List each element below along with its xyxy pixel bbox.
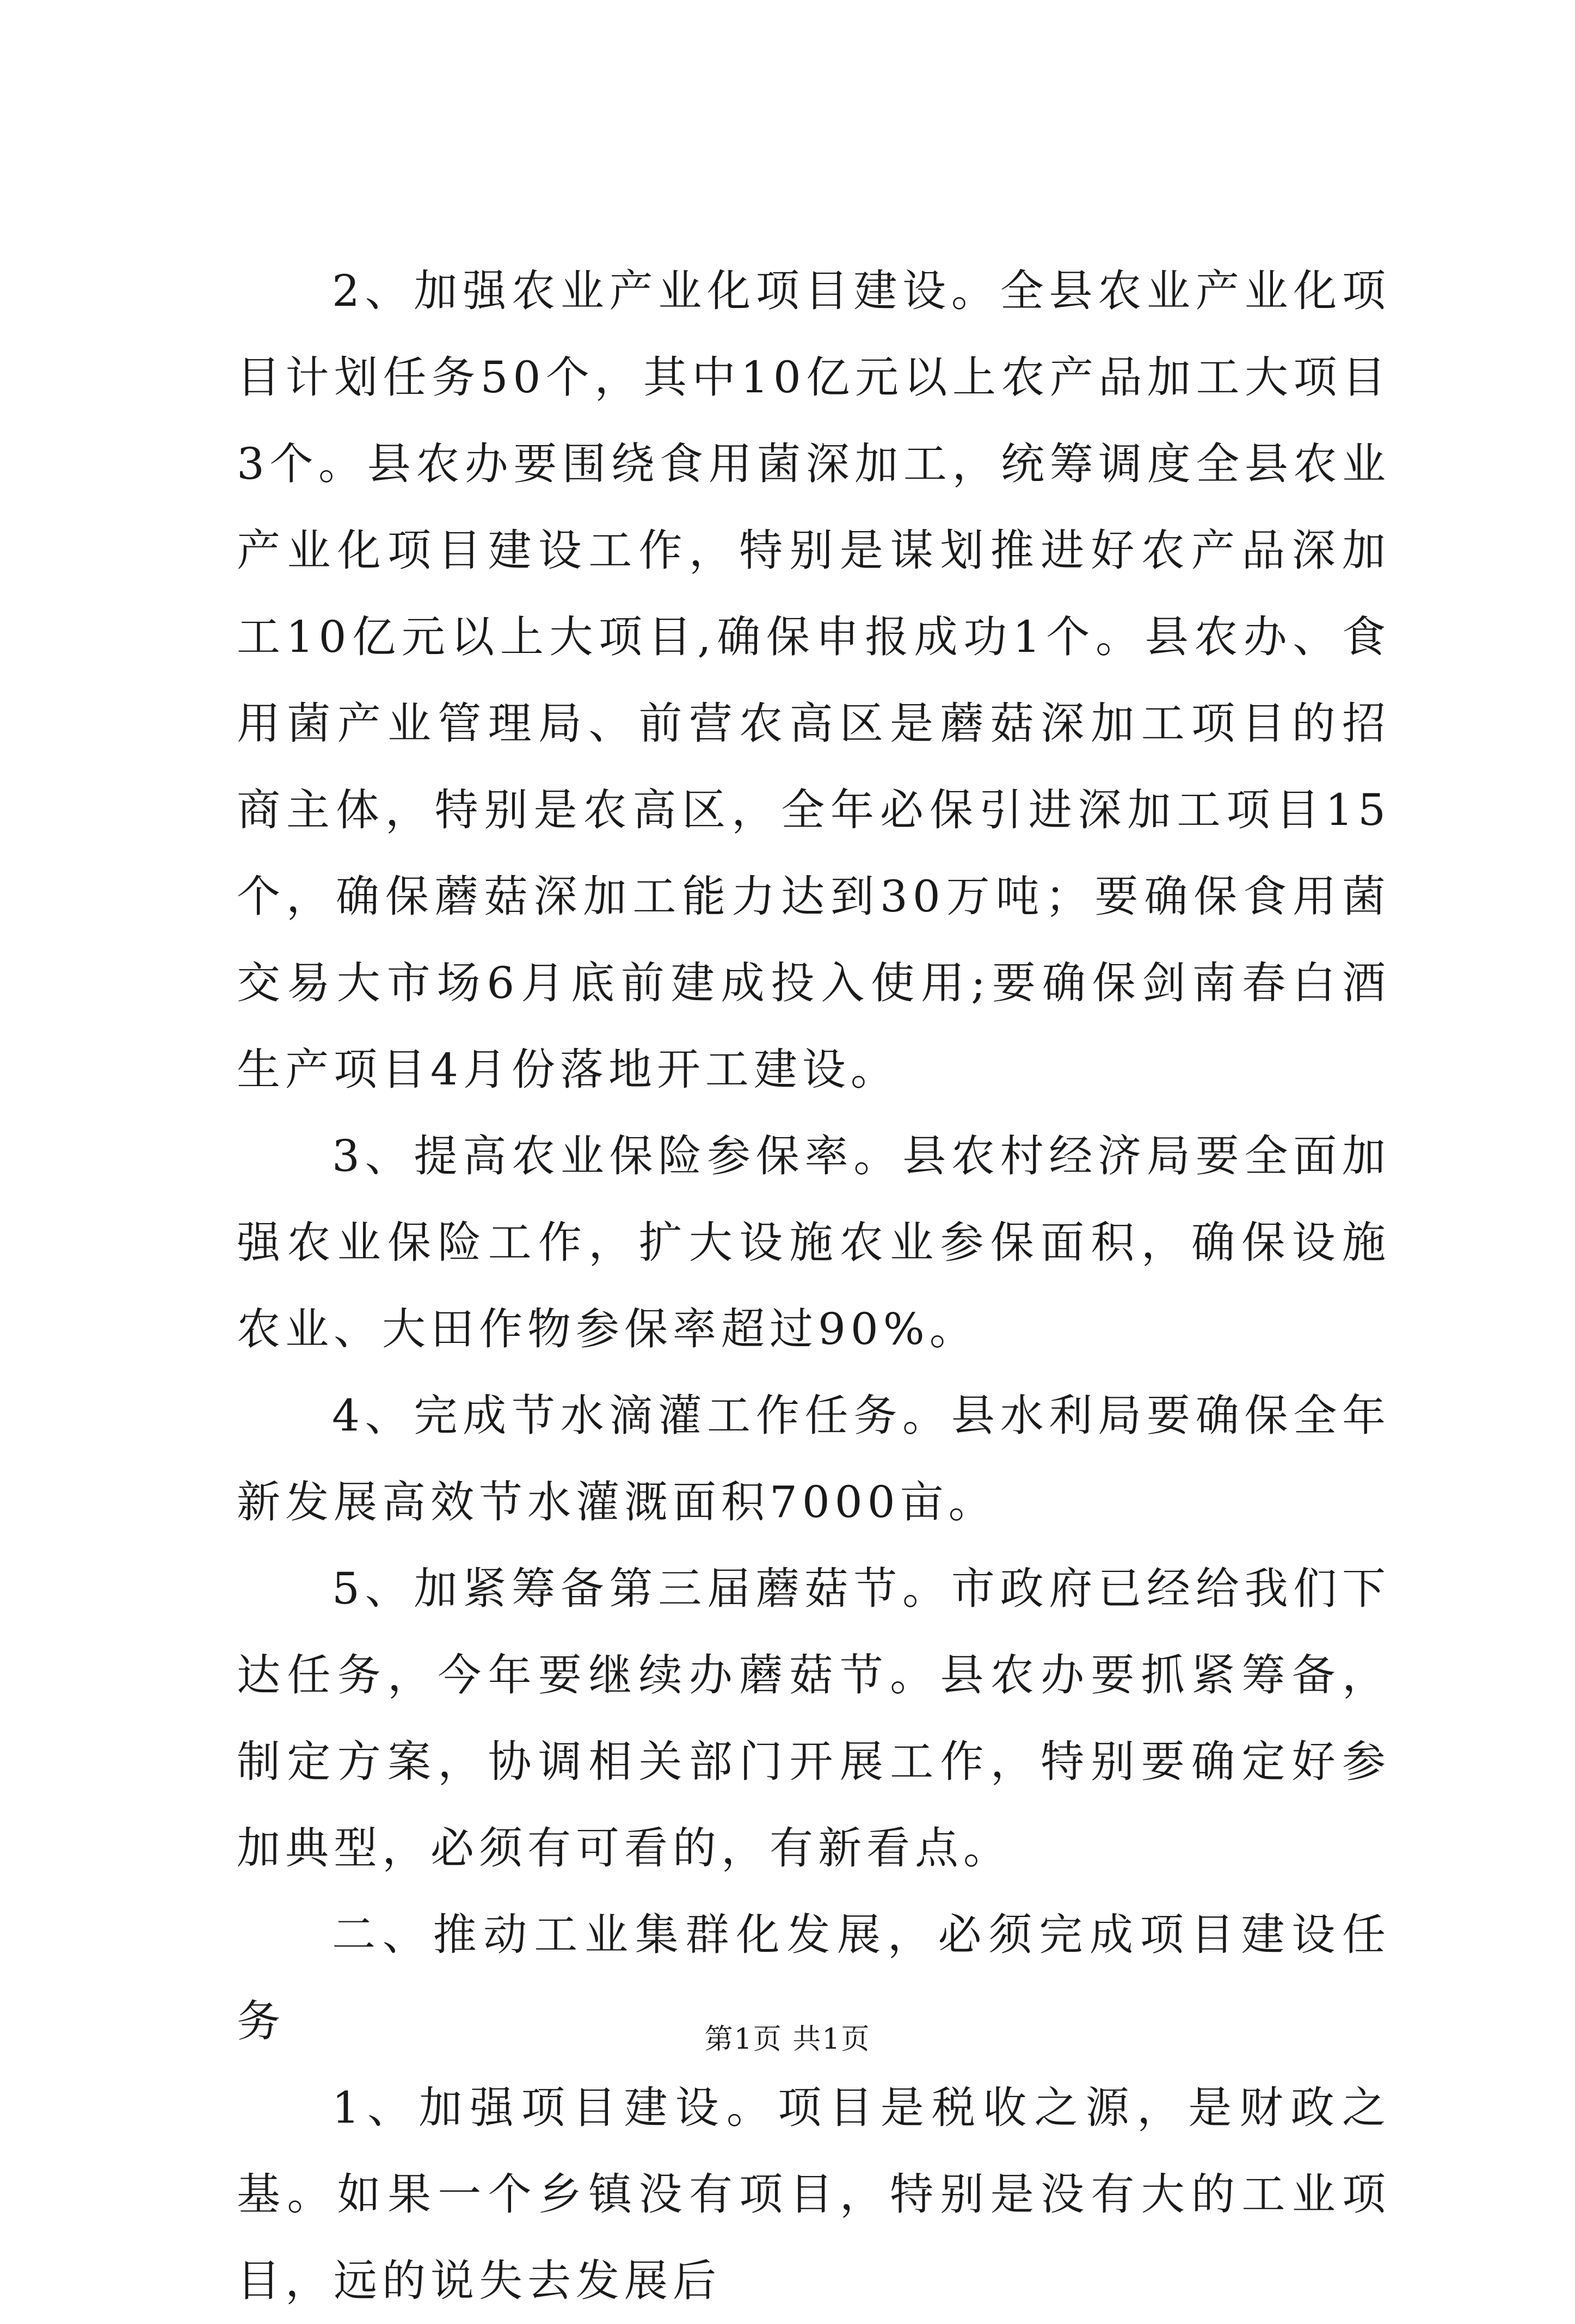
paragraph-agri-insurance: 3、提高农业保险参保率。县农村经济局要全面加强农业保险工作，扩大设施农业参保面积，确保设施农业、大田作物参保率超过90%。	[237, 1131, 1391, 1354]
paragraph-project-construction: 1、加强项目建设。项目是税收之源，是财政之基。如果一个乡镇没有项目，特别是没有大的工业项目，远的说失去发展后	[237, 2082, 1391, 2306]
paragraph-mushroom-festival: 5、加紧筹备第三届蘑菇节。市政府已经给我们下达任务，今年要继续办蘑菇节。县农办要抓紧筹备，制定方案，协调相关部门开展工作，特别要确定好参加典型，必须有可看的，有新看点。	[237, 1563, 1391, 1873]
section-heading-industry: 二、推动工业集群化发展，必须完成项目建设任务	[237, 1909, 1391, 2046]
paragraph-drip-irrigation: 4、完成节水滴灌工作任务。县水利局要确保全年新发展高效节水灌溉面积7000亩。	[237, 1390, 1391, 1527]
page-footer: 第1页 共1页	[704, 2023, 871, 2056]
document-body	[237, 248, 1391, 2324]
paragraph-agri-industrialization: 2、加强农业产业化项目建设。全县农业产业化项目计划任务50个，其中10亿元以上农产品加工大项目3个。县农办要围绕食用菌深加工，统筹调度全县农业产业化项目建设工作，特别是谋划推进好农产品深加工10亿元以上大项目,确保申报成功1个。县农办、食用菌产业管理局、前营农高区是蘑菇深加工项目的招商主体，特别是农高区，全年必保引进深加工项目15个，确保蘑菇深加工能力达到30万吨；要确保食用菌交易大市场6月底前建成投入使用;要确保剑南春白酒生产项目4月份落地开工建设。	[237, 266, 1391, 1095]
